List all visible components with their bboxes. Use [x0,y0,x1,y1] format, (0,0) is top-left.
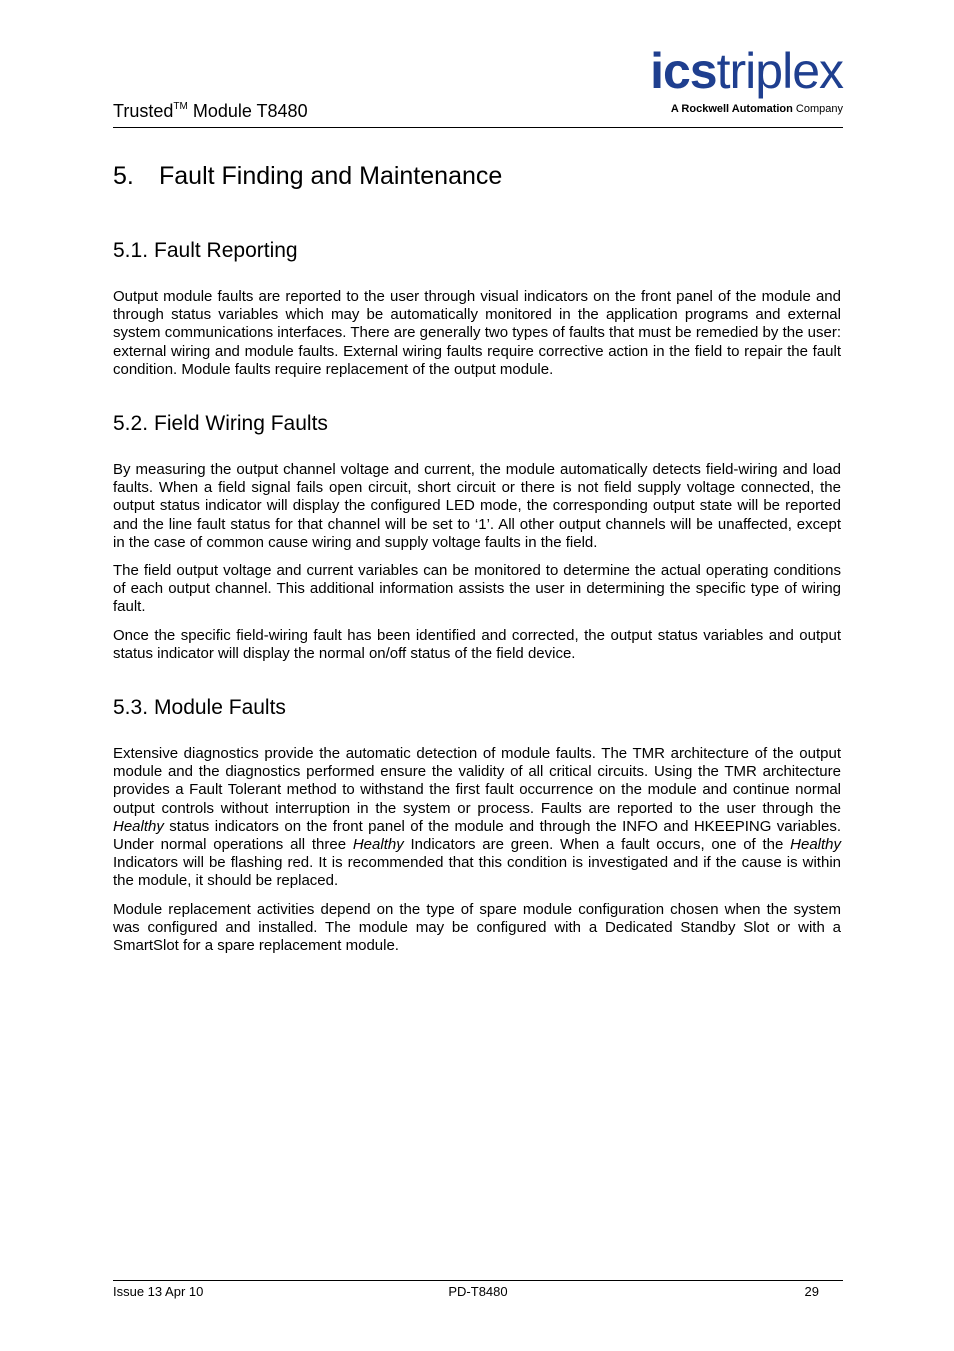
ics-triplex-logo [611,43,843,116]
subsection-number: 5.1. [113,239,149,262]
footer-issue: Issue 13 Apr 10 [113,1284,204,1299]
text-run: Indicators are green. When a fault occurs, one of the [403,836,791,854]
emphasis-healthy: Healthy [113,817,164,835]
header-divider [113,127,843,128]
module-name: Module T8480 [192,101,308,121]
text-run: Extensive diagnostics provide the automatic detection of module faults. The TMR architecture of the output module and the diagnostics performed ensure the validity of all critical circuits. Using the TMR architecture provides a Fault Tolerant method to withstand the first fault occurrence on the module and continue normal output controls without interruption in the system or process. Faults are reported to the user through the [113,745,841,817]
footer-page-number: 29 [804,1284,819,1299]
text-run: status indicators on the front panel of the module and through the INFO and HKEEPING variables. Under normal operations all three [113,817,841,854]
paragraph [113,745,841,891]
logo-tagline-company: Company [795,103,843,115]
paragraph: Module replacement activities depend on the type of spare module configuration chosen when the system was configured and installed. The module may be configured with a Dedicated Standby Slot or with a SmartSlot for a spare replacement module. [113,900,841,955]
paragraph: Once the specific field-wiring fault has been identified and corrected, the output status variables and output status indicator will display the normal on/off status of the field device. [113,626,841,662]
subsection-title: Module Faults [154,696,286,720]
subsection-heading-field-wiring-faults [113,409,841,439]
page-content [113,158,841,955]
document-title [113,100,308,122]
section-heading [113,158,841,194]
section-title: Fault Finding and Maintenance [159,162,503,190]
section-number: 5. [113,162,134,190]
paragraph: Output module faults are reported to the user through visual indicators on the front panel of the module and through status variables which may be automatically monitored in the application programs and external system communications interfaces. There are generally two types of faults that must be remedied by the user: external wiring and module faults. External wiring faults require corrective action in the field to repair the fault condition. Module faults require replacement of the output module. [113,288,841,378]
subsection-heading-fault-reporting [113,236,841,266]
logo-triplex-text: triplex [716,43,843,99]
subsection-title: Fault Reporting [154,239,298,262]
text-run: Indicators will be flashing red. It is recommended that this condition is investigated and if the cause is within the module, it should be replaced. [113,854,841,890]
page-footer [113,1280,843,1299]
page-header [113,40,843,128]
subsection-heading-module-faults [113,693,841,723]
logo-tagline: A Rockwell Automation [670,103,793,115]
subsection-number: 5.2. [113,412,149,436]
footer-doc-id: PD-T8480 [448,1284,508,1299]
subsection-number: 5.3. [113,696,149,720]
product-name: Trusted [113,101,174,121]
paragraph: The field output voltage and current variables can be monitored to determine the actual operating conditions of each output channel. This additional information assists the user in determining the specific type of wiring fault. [113,562,841,616]
paragraph: By measuring the output channel voltage and current, the module automatically detects field-wiring and load faults. When a field signal fails open circuit, short circuit or there is not field supply voltage connected, the output status indicator will display the configured LED mode, the corresponding output state will be reported and the line fault status for that channel will be set to ‘1’. All other output channels will be unaffected, except in the case of common cause wiring and supply voltage faults in the field. [113,461,841,551]
emphasis-healthy: Healthy [790,836,841,854]
subsection-title: Field Wiring Faults [154,412,328,436]
logo-ics-text: ics [650,43,717,99]
trademark-mark: TM [173,101,188,112]
emphasis-healthy: Healthy [352,836,404,854]
